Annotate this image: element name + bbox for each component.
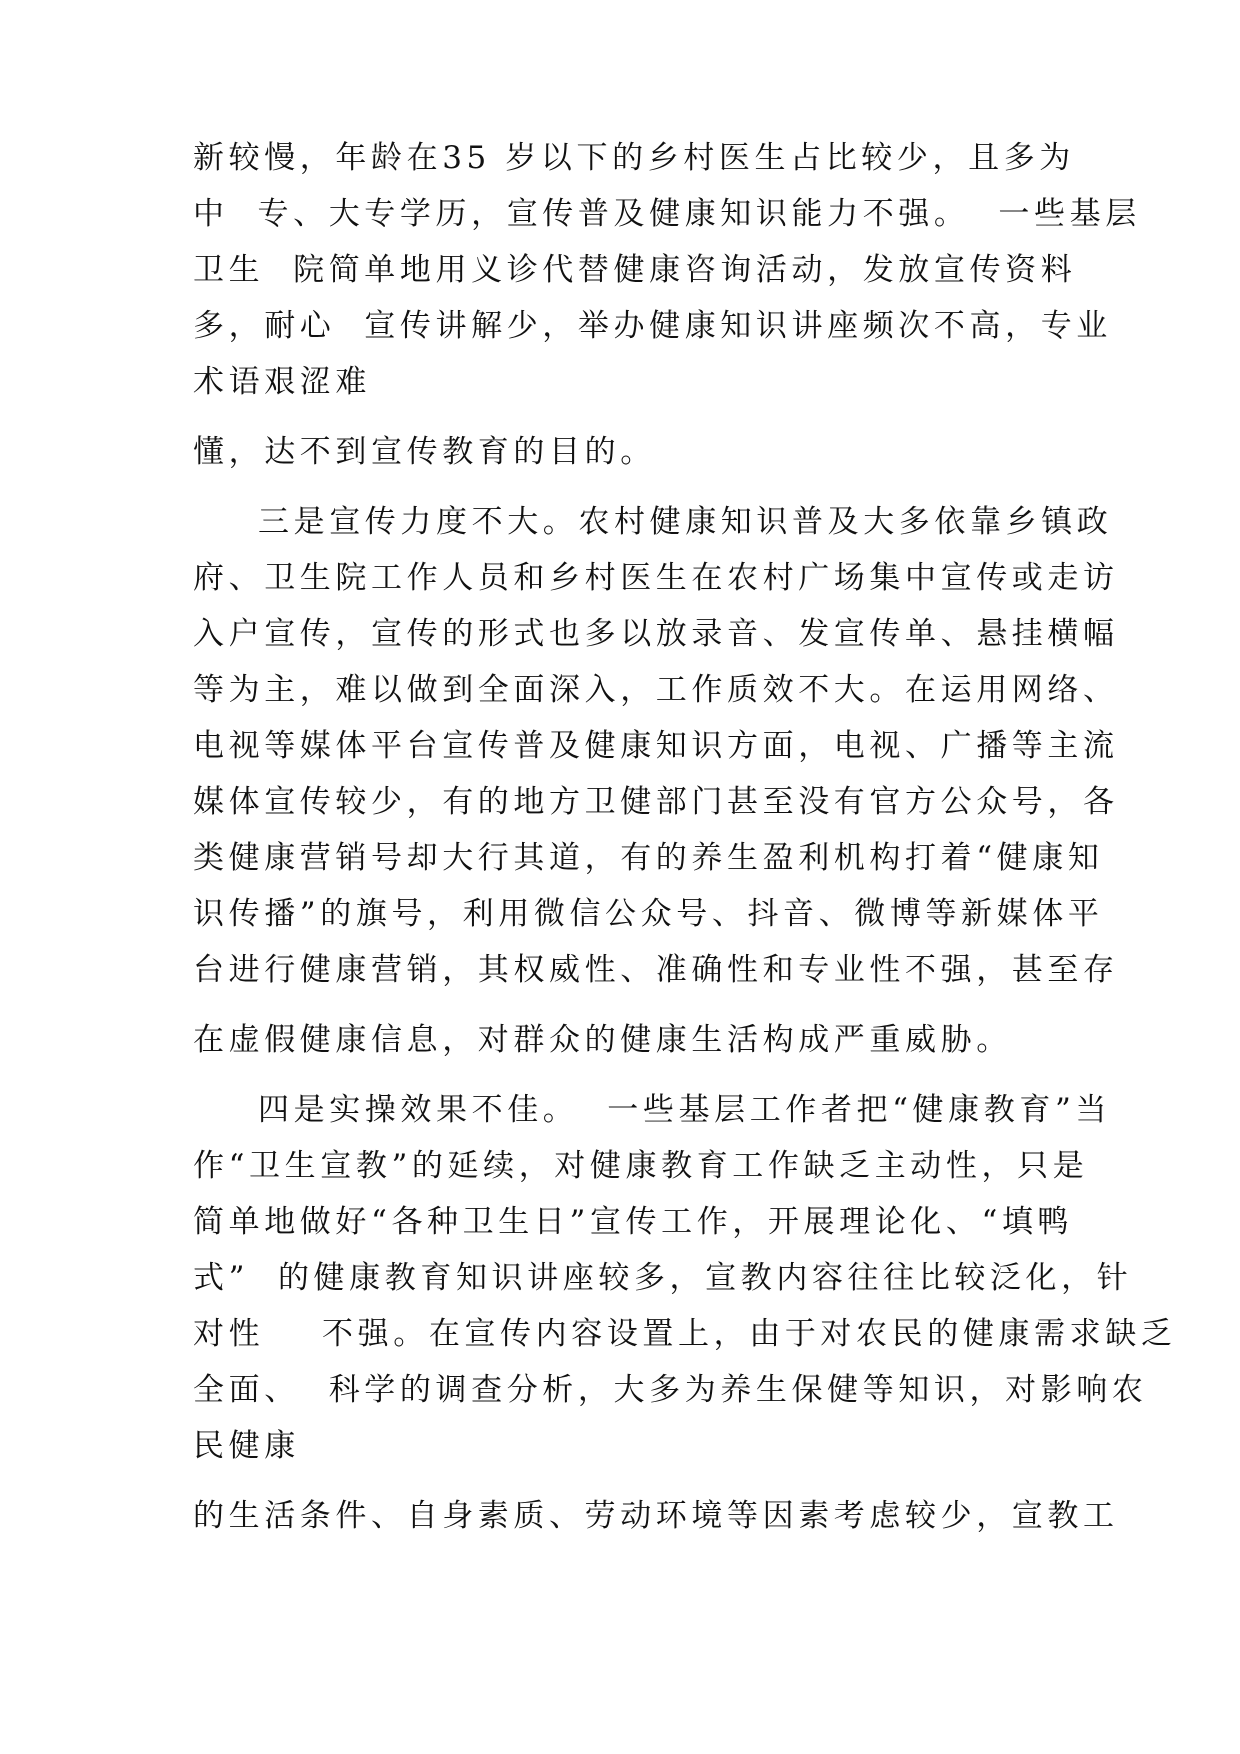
text-line: 类健康营销号却大行其道，有的养生盈利机构打着“健康知 bbox=[193, 840, 1104, 876]
text-line: 简单地做好“各种卫生日”宣传工作，开展理论化、“填鸭 bbox=[193, 1204, 1074, 1240]
text-line: 式” 的健康教育知识讲座较多，宣教内容往往比较泛化，针 bbox=[193, 1260, 1133, 1296]
text-line: 新较慢，年龄在35 岁以下的乡村医生占比较少，且多为 bbox=[193, 140, 1075, 176]
text-line: 术语艰涩难 bbox=[193, 364, 371, 400]
text-line: 媒体宣传较少，有的地方卫健部门甚至没有官方公众号，各 bbox=[193, 784, 1119, 820]
text-line: 中 专、大专学历，宣传普及健康知识能力不强。 一些基层 bbox=[193, 196, 1141, 232]
text-line: 识传播”的旗号，利用微信公众号、抖音、微博等新媒体平 bbox=[193, 896, 1104, 932]
text-line: 多，耐心 宣传讲解少，举办健康知识讲座频次不高，专业 bbox=[193, 308, 1112, 344]
text-line: 府、卫生院工作人员和乡村医生在农村广场集中宣传或走访 bbox=[193, 560, 1119, 596]
text-line: 的生活条件、自身素质、劳动环境等因素考虑较少，宣教工 bbox=[193, 1498, 1119, 1534]
text-line: 民健康 bbox=[193, 1428, 300, 1464]
text-line: 卫生 院简单地用义诊代替健康咨询活动，发放宣传资料 bbox=[193, 252, 1077, 288]
text-line: 入户宣传，宣传的形式也多以放录音、发宣传单、悬挂横幅 bbox=[193, 616, 1119, 652]
paragraph-start-line: 三是宣传力度不大。农村健康知识普及大多依靠乡镇政 bbox=[258, 504, 1113, 540]
text-line: 在虚假健康信息，对群众的健康生活构成严重威胁。 bbox=[193, 1022, 1012, 1058]
text-line: 台进行健康营销，其权威性、准确性和专业性不强，甚至存 bbox=[193, 952, 1119, 988]
text-line: 懂，达不到宣传教育的目的。 bbox=[193, 434, 656, 470]
text-line: 等为主，难以做到全面深入，工作质效不大。在运用网络、 bbox=[193, 672, 1119, 708]
text-line: 对性 不强。在宣传内容设置上，由于对农民的健康需求缺乏 bbox=[193, 1316, 1177, 1352]
text-line: 电视等媒体平台宣传普及健康知识方面，电视、广播等主流 bbox=[193, 728, 1119, 764]
text-line: 作“卫生宣教”的延续，对健康教育工作缺乏主动性，只是 bbox=[193, 1148, 1089, 1184]
paragraph-start-line: 四是实操效果不佳。 一些基层工作者把“健康教育”当 bbox=[258, 1092, 1112, 1128]
text-line: 全面、 科学的调查分析，大多为养生保健等知识，对影响农 bbox=[193, 1372, 1148, 1408]
